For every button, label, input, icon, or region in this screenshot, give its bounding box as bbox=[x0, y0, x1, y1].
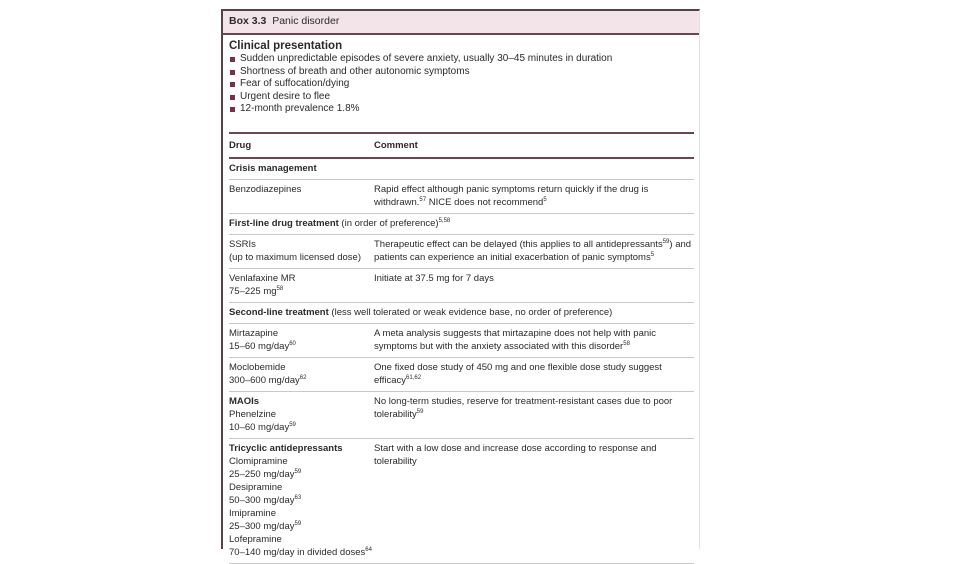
drug-name: Phenelzine bbox=[229, 409, 277, 420]
drug-cell bbox=[229, 361, 374, 387]
ref: 59 bbox=[416, 409, 424, 415]
ref: 5 bbox=[543, 197, 547, 203]
list-item: Sudden unpredictable episodes of severe anxiety, usually 30–45 minutes in duration bbox=[229, 53, 699, 66]
drug-cell bbox=[229, 238, 374, 264]
comment-text: NICE does not recommend bbox=[426, 197, 544, 208]
drug-cell bbox=[229, 395, 374, 434]
ref: 58 bbox=[276, 286, 284, 292]
drug-dose: (up to maximum licensed dose) bbox=[229, 252, 361, 263]
ref: 59 bbox=[294, 469, 302, 475]
box-header bbox=[223, 11, 699, 35]
ref: 61,62 bbox=[406, 375, 422, 381]
box-number: Box 3.3 bbox=[229, 15, 267, 27]
ref: 5 bbox=[650, 252, 655, 258]
list-item: Urgent desire to flee bbox=[229, 91, 699, 104]
drug-dose: 25–250 mg/day bbox=[229, 469, 295, 480]
drug-name: Desipramine bbox=[229, 482, 283, 493]
drug-dose: 70–140 mg/day in divided doses bbox=[229, 547, 366, 558]
comment-text: Therapeutic effect can be delayed (this applies to all antidepressants bbox=[374, 239, 663, 250]
ref: 5,58 bbox=[438, 218, 451, 224]
comment-text: ) and patients can experience an initial exacerbation of panic symptoms bbox=[374, 239, 692, 263]
drug-dose: 10–60 mg/day bbox=[229, 422, 290, 433]
drug-dose: 25–300 mg/day bbox=[229, 521, 295, 532]
ref: 58 bbox=[623, 341, 630, 347]
drug-cell bbox=[229, 327, 374, 353]
ref: 57 bbox=[419, 197, 427, 203]
drug-group: MAOIs bbox=[229, 396, 260, 407]
drug-table bbox=[229, 132, 694, 564]
ref: 60 bbox=[289, 341, 296, 347]
header-drug: Drug bbox=[229, 140, 252, 151]
comment-cell: Start with a low dose and increase dose according to response and tolerability bbox=[374, 443, 657, 467]
section-title: First-line drug treatment bbox=[229, 218, 339, 229]
clinical-presentation bbox=[223, 35, 699, 116]
drug-name: Mirtazapine bbox=[229, 328, 279, 339]
drug-name: Clomipramine bbox=[229, 456, 288, 467]
comment-cell: Initiate at 37.5 mg for 7 days bbox=[374, 273, 494, 284]
section-note: (in order of preference) bbox=[338, 218, 439, 229]
comment-text: No long-term studies, reserve for treatment-resistant cases due to poor tolerability bbox=[374, 396, 673, 420]
ref: 64 bbox=[365, 547, 372, 553]
ref: 59 bbox=[294, 521, 302, 527]
drug-name: Moclobemide bbox=[229, 362, 286, 373]
list-item: Fear of suffocation/dying bbox=[229, 78, 699, 91]
comment-cell bbox=[374, 183, 694, 209]
drug-cell bbox=[229, 272, 374, 298]
header-comment: Comment bbox=[374, 140, 418, 151]
drug-group: Tricyclic antidepressants bbox=[229, 443, 343, 454]
section-first-line bbox=[229, 214, 694, 235]
drug-dose: 15–60 mg/day bbox=[229, 341, 290, 352]
comment-text: A meta analysis suggests that mirtazapine does not help with panic symptoms but with the anxiety associated with this disorder bbox=[374, 328, 656, 352]
ref: 59 bbox=[289, 422, 296, 428]
ref: 59 bbox=[662, 239, 670, 245]
section-note: (less well tolerated or weak evidence base, no order of preference) bbox=[328, 307, 613, 318]
section-crisis bbox=[229, 159, 694, 180]
comment-cell bbox=[374, 361, 694, 387]
table-row bbox=[229, 439, 694, 564]
list-item: Shortness of breath and other autonomic symptoms bbox=[229, 66, 699, 79]
comment-text: One fixed dose study of 450 mg and one flexible dose study suggest efficacy bbox=[374, 362, 662, 386]
table-row bbox=[229, 269, 694, 303]
drug-name: Venlafaxine MR bbox=[229, 273, 296, 284]
drug-dose: 300–600 mg/day bbox=[229, 375, 300, 386]
ref: 62 bbox=[299, 375, 307, 381]
drug-dose: 50–300 mg/day bbox=[229, 495, 295, 506]
section-title: Crisis management bbox=[229, 163, 317, 174]
table-row bbox=[229, 180, 694, 214]
table-row bbox=[229, 235, 694, 269]
table-row bbox=[229, 358, 694, 392]
table-row bbox=[229, 324, 694, 358]
panic-disorder-box bbox=[221, 9, 700, 558]
comment-cell bbox=[374, 327, 694, 353]
drug-dose: 75–225 mg bbox=[229, 286, 277, 297]
list-item: 12-month prevalence 1.8% bbox=[229, 103, 699, 116]
drug-name: Lofepramine bbox=[229, 534, 282, 545]
comment-text: Rapid effect although panic symptoms return quickly if the drug is withdrawn. bbox=[374, 184, 649, 208]
box-title: Panic disorder bbox=[272, 15, 340, 27]
drug-cell bbox=[229, 442, 374, 559]
drug-name: Imipramine bbox=[229, 508, 276, 519]
section-title: Second-line treatment bbox=[229, 307, 329, 318]
drug-cell: Benzodiazepines bbox=[229, 184, 302, 195]
ref: 63 bbox=[294, 495, 302, 501]
comment-cell bbox=[374, 238, 694, 264]
clinical-list bbox=[229, 53, 699, 116]
clinical-heading: Clinical presentation bbox=[229, 40, 343, 52]
section-second-line bbox=[229, 303, 694, 324]
table-row bbox=[229, 392, 694, 439]
table-header bbox=[229, 132, 694, 159]
drug-name: SSRIs bbox=[229, 239, 256, 250]
comment-cell bbox=[374, 395, 694, 434]
